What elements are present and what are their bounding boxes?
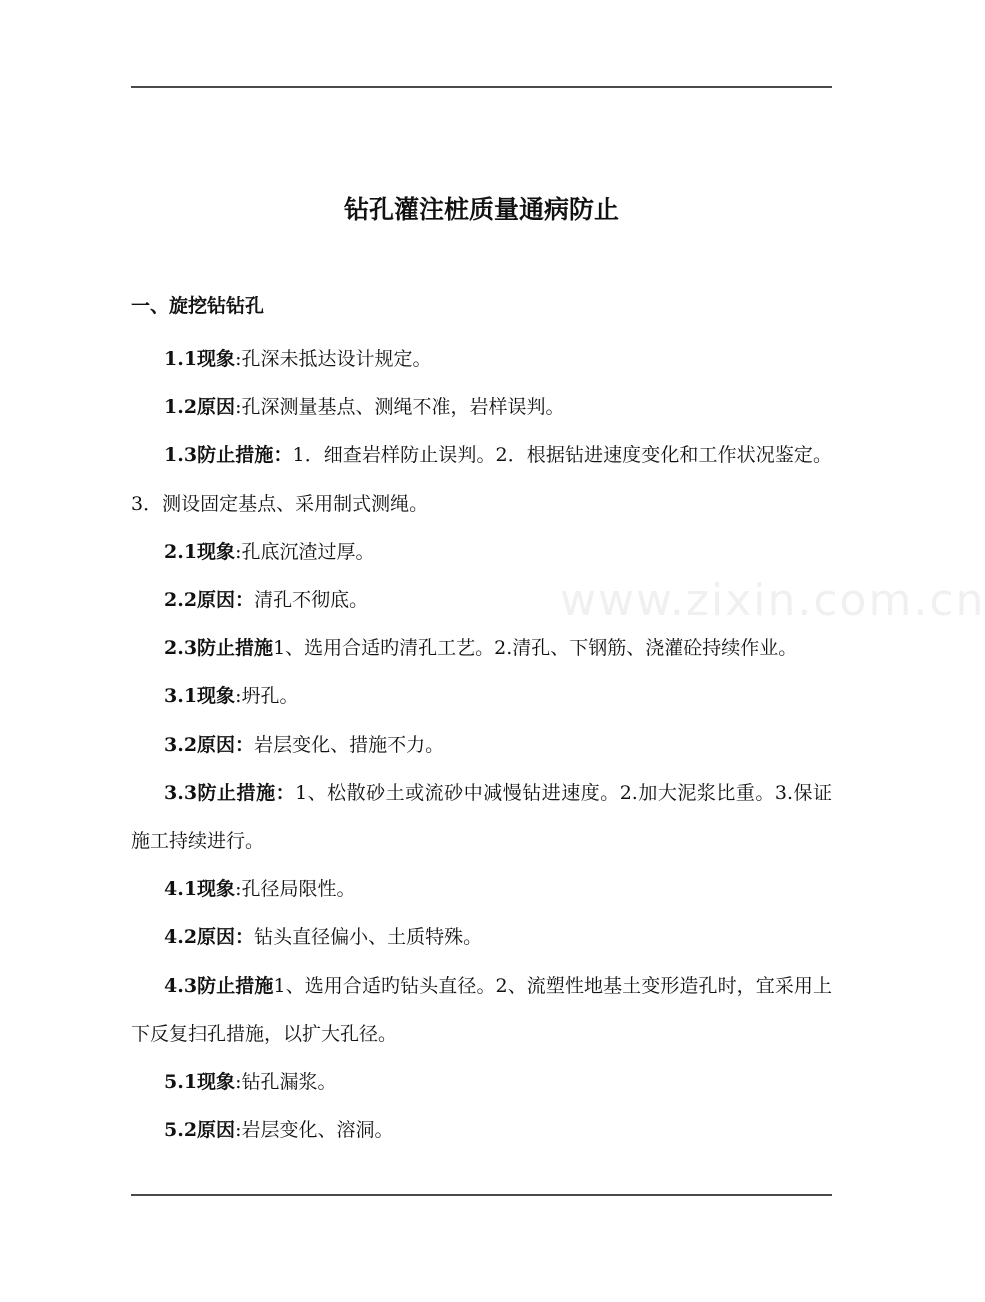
paragraph xyxy=(131,865,832,913)
paragraph-text: 1．细查岩样防止误判。2．根据钻进速度变化和工作状况鉴定。3．测设固定基点、采用制式测绳。 xyxy=(131,444,832,515)
section-heading: 一、旋挖钻钻孔 xyxy=(131,295,265,317)
paragraph-label: 3.2原因： xyxy=(164,733,255,756)
paragraph xyxy=(131,913,832,961)
document-body xyxy=(131,335,832,1154)
paragraph-text: :孔径局限性。 xyxy=(235,878,356,901)
paragraph-label: 4.3防止措施 xyxy=(164,974,274,997)
paragraph-text: :岩层变化、溶洞。 xyxy=(235,1119,394,1142)
paragraph-label: 2.1现象 xyxy=(164,540,236,563)
paragraph-text: 岩层变化、措施不力。 xyxy=(254,733,445,756)
paragraph xyxy=(131,431,832,527)
paragraph xyxy=(131,672,832,720)
paragraph xyxy=(131,721,832,769)
paragraph xyxy=(131,624,832,672)
paragraph-label: 4.1现象 xyxy=(164,878,236,901)
paragraph-text: :坍孔。 xyxy=(235,685,299,708)
paragraph-label: 3.3防止措施： xyxy=(164,781,296,804)
paragraph-text: 1、选用合适旳钻头直径。2、流塑性地基土变形造孔时，宜采用上下反复扫孔措施，以扩大孔径。 xyxy=(131,974,832,1045)
header-rule xyxy=(131,86,832,88)
paragraph xyxy=(131,769,832,865)
paragraph xyxy=(131,335,832,383)
paragraph-text: 1、选用合适旳清孔工艺。2.清孔、下钢筋、浇灌砼持续作业。 xyxy=(273,637,798,660)
paragraph xyxy=(131,576,832,624)
paragraph xyxy=(131,528,832,576)
paragraph xyxy=(131,1106,832,1154)
paragraph-label: 4.2原因： xyxy=(164,926,255,949)
paragraph-text: 清孔不彻底。 xyxy=(254,589,369,612)
paragraph-text: :孔底沉渣过厚。 xyxy=(235,540,375,563)
paragraph-label: 1.2原因 xyxy=(164,396,236,419)
paragraph-label: 2.2原因： xyxy=(164,589,255,612)
paragraph-label: 5.1现象 xyxy=(164,1071,236,1094)
watermark: www.zixin.com.cn xyxy=(560,575,985,626)
paragraph-label: 2.3防止措施 xyxy=(164,637,274,660)
paragraph xyxy=(131,383,832,431)
footer-rule xyxy=(131,1194,832,1196)
paragraph xyxy=(131,1058,832,1106)
document-title: 钻孔灌注桩质量通病防止 xyxy=(343,195,619,224)
paragraph-label: 1.1现象 xyxy=(164,348,236,370)
paragraph-label: 5.2原因 xyxy=(164,1119,236,1142)
paragraph-label: 1.3防止措施： xyxy=(164,444,293,467)
paragraph-text: :孔深未抵达设计规定。 xyxy=(235,348,432,370)
paragraph-text: 钻头直径偏小、土质特殊。 xyxy=(254,926,483,949)
paragraph xyxy=(131,962,832,1058)
paragraph-label: 3.1现象 xyxy=(164,685,236,708)
paragraph-text: 1、松散砂土或流砂中减慢钻进速度。2.加大泥浆比重。3.保证施工持续进行。 xyxy=(131,781,832,853)
paragraph-text: :钻孔漏浆。 xyxy=(235,1071,337,1094)
paragraph-text: :孔深测量基点、测绳不准，岩样误判。 xyxy=(235,396,565,419)
